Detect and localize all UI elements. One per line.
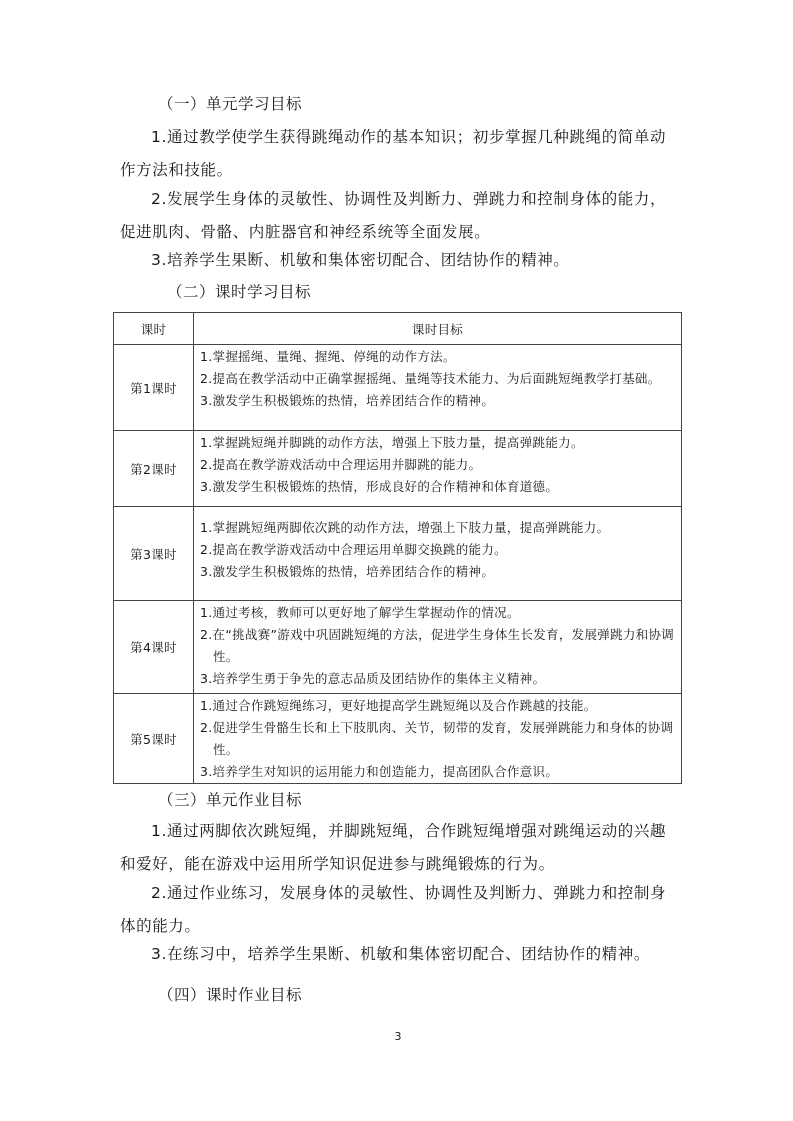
paragraph: 1.通过教学使学生获得跳绳动作的基本知识；初步掌握几种跳绳的简单动作方法和技能。 [120,128,667,179]
lesson-goals-table [113,312,682,784]
goals-cell [194,345,682,431]
table-header-goals: 课时目标 [194,313,682,345]
table-row [114,345,682,431]
lesson-cell: 第4课时 [114,601,194,694]
lesson-cell: 第3课时 [114,507,194,601]
goal-item: 3.激发学生积极锻炼的热情，培养团结合作的精神。 [200,564,495,579]
goals-cell [194,431,682,507]
table-header-lesson: 课时 [114,313,194,345]
goal-item: 3.激发学生积极锻炼的热情，形成良好的合作精神和体育道德。 [200,479,559,494]
page-number: 3 [394,1030,402,1043]
goal-item: 2.提高在教学游戏活动中合理运用单脚交换跳的能力。 [200,542,507,557]
goals-cell [194,507,682,601]
table-row [114,431,682,507]
goals-cell [194,694,682,784]
goal-item: 3.培养学生对知识的运用能力和创造能力，提高团队合作意识。 [200,764,559,779]
paragraph: 2.发展学生身体的灵敏性、协调性及判断力、弹跳力和控制身体的能力，促进肌肉、骨骼、内脏器官和神经系统等全面发展。 [120,190,667,241]
goals-cell [194,601,682,694]
section-heading-unit-homework: （三）单元作业目标 [158,791,303,809]
goal-item: 1.掌握摇绳、量绳、握绳、停绳的动作方法。 [200,349,456,364]
paragraph: 3.培养学生果断、机敏和集体密切配合、团结协作的精神。 [151,251,570,269]
goal-item: 2.提高在教学活动中正确掌握摇绳、量绳等技术能力、为后面跳短绳教学打基础。 [200,371,661,386]
section-heading-lesson-homework: （四）课时作业目标 [158,986,303,1004]
lesson-cell: 第5课时 [114,694,194,784]
table-row [114,601,682,694]
paragraph: 3.在练习中，培养学生果断、机敏和集体密切配合、团结协作的精神。 [151,945,650,963]
paragraph: 2.通过作业练习，发展身体的灵敏性、协调性及判断力、弹跳力和控制身体的能力。 [120,884,667,935]
goal-item: 1.通过考核，教师可以更好地了解学生掌握动作的情况。 [200,605,520,620]
goal-item: 3.激发学生积极锻炼的热情，培养团结合作的精神。 [200,393,495,408]
goal-item: 1.掌握跳短绳两脚依次跳的动作方法，增强上下肢力量，提高弹跳能力。 [200,520,610,535]
paragraph: 1.通过两脚依次跳短绳，并脚跳短绳，合作跳短绳增强对跳绳运动的兴趣和爱好，能在游戏中运用所学知识促进参与跳绳锻炼的行为。 [120,822,667,873]
goal-item: 1.掌握跳短绳并脚跳的动作方法，增强上下肢力量，提高弹跳能力。 [200,435,584,450]
section-heading-unit-learning: （一）单元学习目标 [158,95,303,113]
table-row [114,507,682,601]
lesson-cell: 第1课时 [114,345,194,431]
lesson-cell: 第2课时 [114,431,194,507]
goal-item: 2.提高在教学游戏活动中合理运用并脚跳的能力。 [200,457,482,472]
table-row [114,694,682,784]
table-header-row [114,313,682,345]
goal-item: 2.促进学生骨骼生长和上下肢肌肉、关节，韧带的发育，发展弹跳能力和身体的协调性。 [200,720,674,757]
goal-item: 3.培养学生勇于争先的意志品质及团结协作的集体主义精神。 [200,671,546,686]
section-heading-lesson-learning: （二）课时学习目标 [167,283,312,301]
goal-item: 2.在“挑战赛”游戏中巩固跳短绳的方法，促进学生身体生长发育，发展弹跳力和协调性。 [200,627,675,664]
goal-item: 1.通过合作跳短绳练习，更好地提高学生跳短绳以及合作跳越的技能。 [200,698,597,713]
